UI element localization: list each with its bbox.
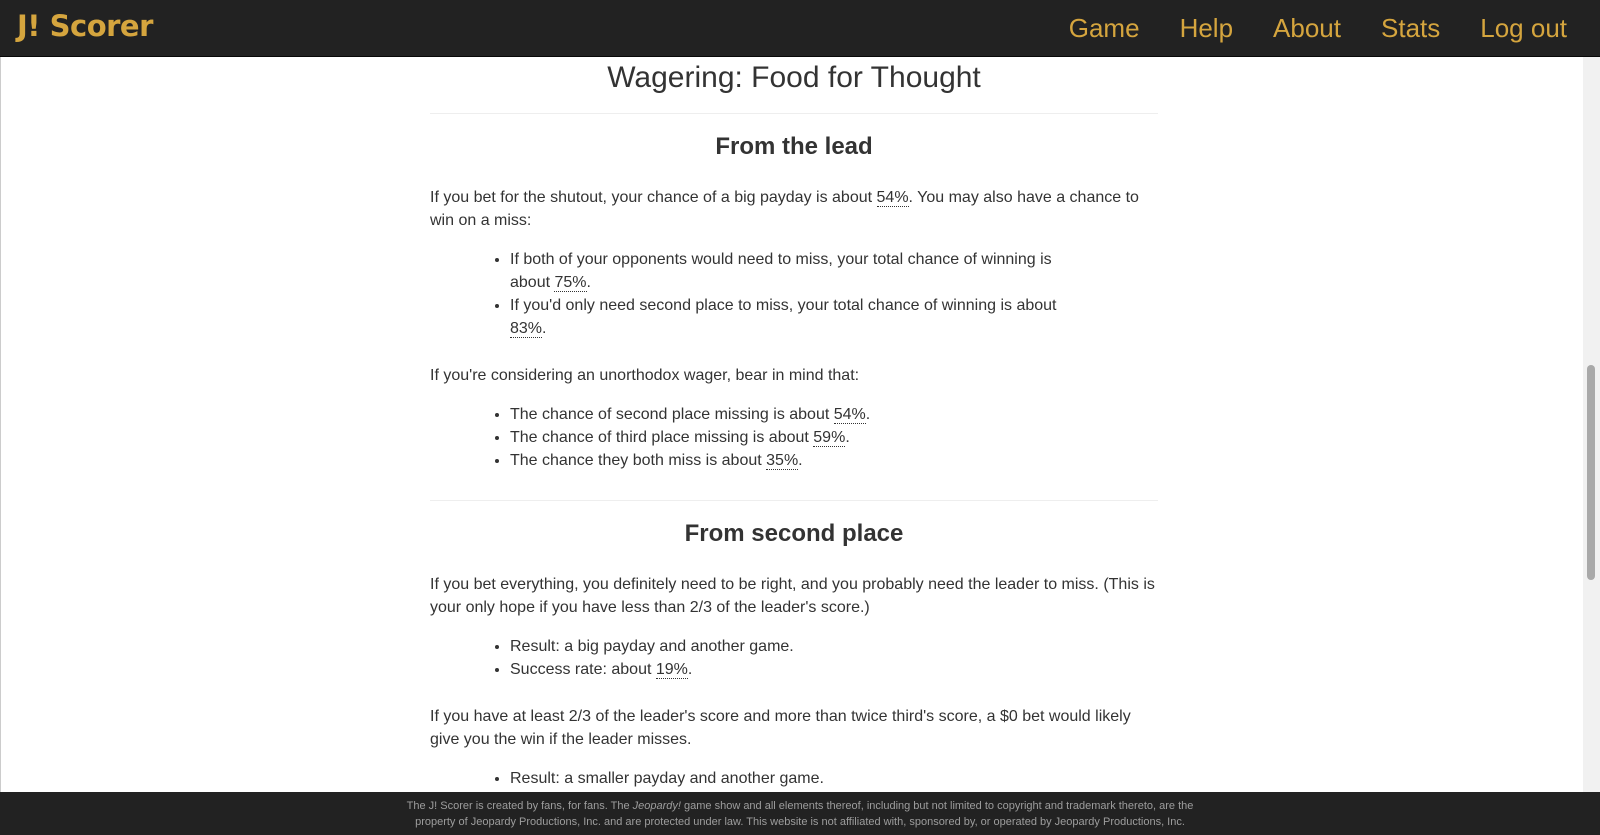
second-paragraph-2: If you have at least 2/3 of the leader's score and more than twice third's score, a $0 bet would likely give you the win if the leader misses. (430, 708, 1131, 748)
second-paragraph-1: If you bet everything, you definitely need to be right, and you probably need the leader to miss. (This is your only hope if you have less than 2/3 of the leader's score.) (430, 576, 1155, 616)
list-item (510, 248, 1065, 294)
list-item-suffix: . (798, 452, 803, 469)
lead-paragraph-1 (430, 186, 1158, 232)
list-item-text: If you'd only need second place to miss, your total chance of winning is about (510, 297, 1057, 314)
percent-value[interactable]: 19% (655, 661, 688, 678)
percent-value[interactable]: 75% (554, 274, 587, 291)
lead-list-1 (430, 248, 1065, 340)
nav-link-help[interactable]: Help (1179, 12, 1234, 43)
list-item (510, 767, 1065, 790)
percent-value[interactable]: 35% (766, 452, 799, 469)
list-item (510, 635, 1065, 658)
lead-list-2 (430, 403, 1065, 472)
lead-p1-text-b: . You may also have a chance to win on a miss: (430, 189, 1139, 229)
list-item (510, 658, 1065, 681)
list-item-text: Success rate: about (510, 661, 656, 678)
nav-link-stats[interactable]: Stats (1381, 12, 1441, 43)
nav-link-logout[interactable]: Log out (1480, 12, 1567, 43)
footer (0, 792, 1600, 835)
list-item-text: Result: a smaller payday and another game. (510, 770, 824, 787)
list-item-suffix: . (586, 274, 591, 291)
percent-value[interactable]: 54% (876, 189, 909, 206)
nav-links (1029, 0, 1567, 56)
list-item-text: If both of your opponents would need to miss, your total chance of winning is about (510, 251, 1052, 291)
list-item (510, 294, 1065, 340)
list-item-text: The chance of third place missing is about (510, 429, 814, 446)
list-item-suffix: . (845, 429, 850, 446)
page-title: Wagering: Food for Thought (607, 61, 981, 94)
nav-link-game[interactable]: Game (1068, 12, 1140, 43)
brand-logo[interactable]: J! Scorer (17, 9, 153, 43)
list-item-text: Result: a big payday and another game. (510, 638, 794, 655)
list-item (510, 426, 1065, 449)
footer-text-a: The J! Scorer is created by fans, for fans. The (406, 800, 633, 812)
content-container (430, 57, 1158, 790)
percent-value[interactable]: 54% (833, 406, 866, 423)
list-item-suffix: . (687, 661, 693, 678)
percent-value[interactable]: 83% (510, 320, 543, 337)
percent-value[interactable]: 59% (813, 429, 846, 446)
section-heading-second: From second place (684, 520, 904, 547)
navbar (0, 0, 1600, 57)
list-item (510, 403, 1065, 426)
page-content (0, 57, 1583, 792)
second-list-1 (430, 635, 1065, 681)
scrollbar[interactable] (1583, 57, 1600, 792)
list-item-text: The chance they both miss is about (510, 452, 767, 469)
list-item (510, 449, 1065, 472)
nav-link-about[interactable]: About (1273, 12, 1341, 43)
list-item-suffix: . (542, 320, 547, 337)
lead-paragraph-2: If you're considering an unorthodox wager, bear in mind that: (430, 367, 860, 384)
footer-show-name: Jeopardy! (632, 800, 681, 812)
divider (430, 500, 1158, 501)
lead-p1-text-a: If you bet for the shutout, your chance of a big payday is about (430, 189, 877, 206)
scrollbar-thumb[interactable] (1587, 365, 1595, 580)
list-item-suffix: . (865, 406, 871, 423)
list-item-text: The chance of second place missing is about (510, 406, 834, 423)
footer-disclaimer (400, 798, 1200, 830)
divider (430, 113, 1158, 114)
footer-text-b: game show and all elements thereof, including but not limited to copyright and trademark thereto, are the property of Jeopardy Productions, Inc. and are protected under law. This website is not affiliated with, sponsored by, or operated by Jeopardy Productions, Inc. (415, 800, 1194, 828)
section-heading-lead: From the lead (715, 133, 873, 160)
second-list-2 (430, 767, 1065, 790)
